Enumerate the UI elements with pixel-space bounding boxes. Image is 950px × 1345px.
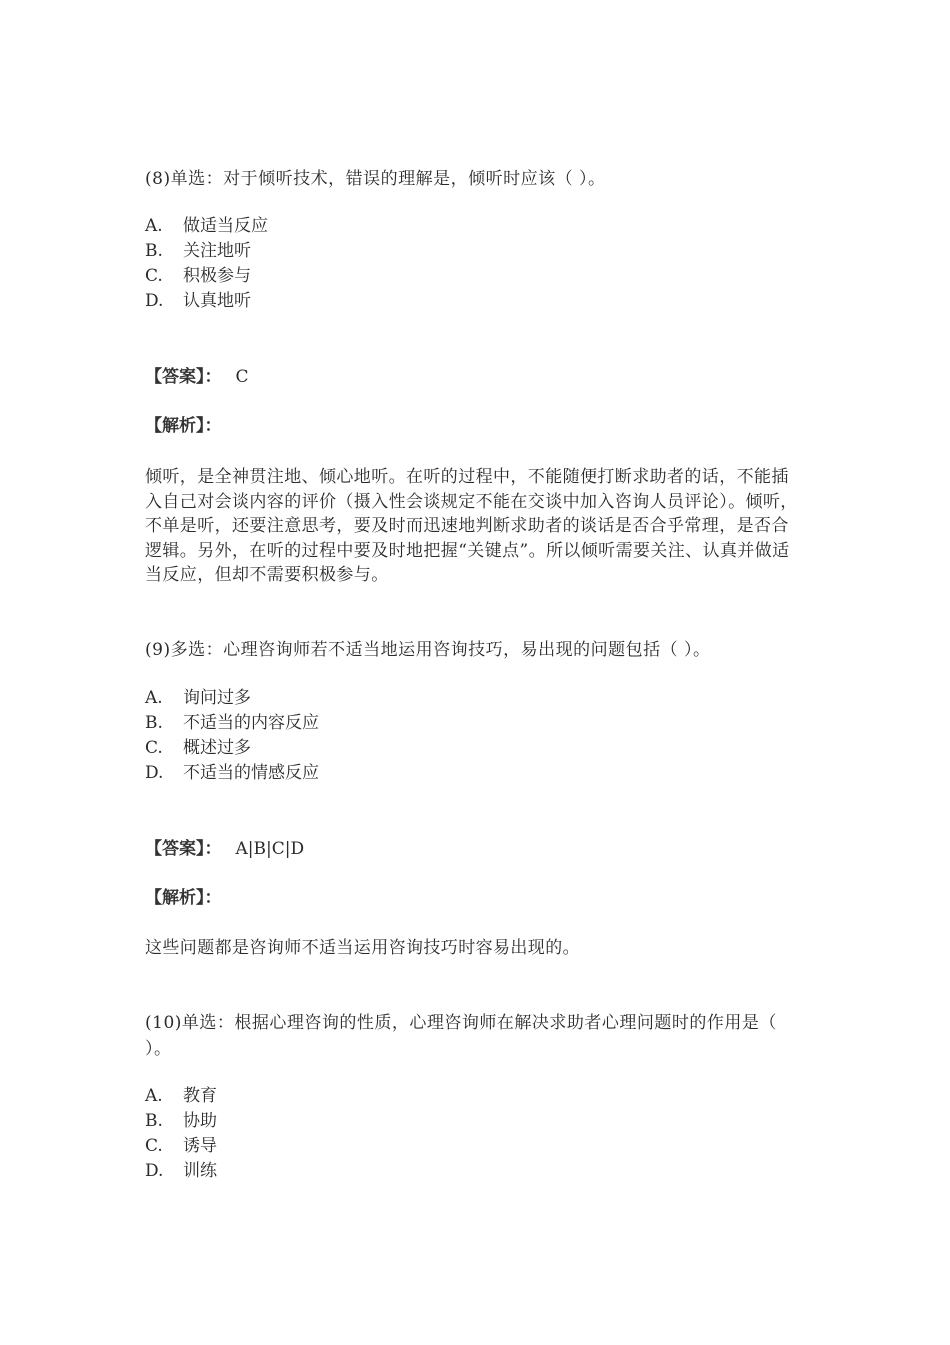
- option-text: 教育: [183, 1086, 217, 1106]
- question-9-title: (9)多选：心理咨询师若不适当地运用咨询技巧，易出现的问题包括（ ）。: [145, 640, 711, 660]
- option-letter: B.: [145, 241, 163, 261]
- option-letter: C.: [145, 738, 163, 758]
- question-10-title: (10)单选：根据心理咨询的性质，心理咨询师在解决求助者心理问题时的作用是（ ）。: [145, 1013, 777, 1059]
- option-b: [145, 1109, 745, 1134]
- option-letter: A.: [145, 216, 163, 236]
- question-9-analysis-label: [145, 885, 222, 911]
- option-c: [145, 264, 745, 289]
- answer-value: C: [235, 367, 249, 387]
- option-text: 不适当的内容反应: [183, 713, 319, 733]
- option-d: [145, 761, 745, 786]
- option-letter: C.: [145, 1136, 163, 1156]
- answer-label: 【答案】：: [145, 367, 222, 387]
- question-9-analysis: 这些问题都是咨询师不适当运用咨询技巧时容易出现的。: [145, 938, 580, 958]
- option-letter: D.: [145, 291, 164, 311]
- option-text: 认真地听: [183, 291, 251, 311]
- question-8-analysis: 倾听，是全神贯注地、倾心地听。在听的过程中，不能随便打断求助者的话，不能插入自己对会谈内容的评价（摄入性会谈规定不能在交谈中加入咨询人员评论）。倾听，不单是听，还要注意思考，要及时而迅速地判断求助者的谈话是否合乎常理，是否合逻辑。另外，在听的过程中要及时地把握“关键点”。所以倾听需要关注、认真并做适当反应，但却不需要积极参与。: [145, 467, 798, 585]
- option-letter: D.: [145, 1161, 164, 1181]
- option-text: 协助: [183, 1111, 217, 1131]
- option-text: 做适当反应: [183, 216, 268, 236]
- option-d: [145, 289, 745, 314]
- question-10-options: [145, 1084, 745, 1184]
- option-text: 积极参与: [183, 266, 251, 286]
- analysis-label: 【解析】：: [145, 416, 222, 436]
- option-c: [145, 736, 745, 761]
- option-letter: A.: [145, 688, 163, 708]
- question-8-options: [145, 214, 745, 314]
- option-text: 询问过多: [183, 688, 251, 708]
- option-a: [145, 1084, 745, 1109]
- answer-label: 【答案】：: [145, 839, 222, 859]
- option-letter: B.: [145, 713, 163, 733]
- question-8-answer: [145, 364, 249, 390]
- option-letter: B.: [145, 1111, 163, 1131]
- option-d: [145, 1159, 745, 1184]
- option-text: 关注地听: [183, 241, 251, 261]
- option-text: 概述过多: [183, 738, 251, 758]
- option-text: 不适当的情感反应: [183, 763, 319, 783]
- option-letter: D.: [145, 763, 164, 783]
- option-b: [145, 239, 745, 264]
- option-text: 诱导: [183, 1136, 217, 1156]
- question-9-answer: [145, 836, 304, 862]
- question-8-title: (8)单选：对于倾听技术，错误的理解是，倾听时应该（ ）。: [145, 169, 606, 189]
- option-letter: A.: [145, 1086, 163, 1106]
- option-c: [145, 1134, 745, 1159]
- option-letter: C.: [145, 266, 163, 286]
- answer-value: A|B|C|D: [235, 839, 305, 859]
- option-text: 训练: [183, 1161, 217, 1181]
- question-9-options: [145, 686, 745, 786]
- option-a: [145, 686, 745, 711]
- analysis-label: 【解析】：: [145, 888, 222, 908]
- option-b: [145, 711, 745, 736]
- option-a: [145, 214, 745, 239]
- question-8-analysis-label: [145, 413, 222, 439]
